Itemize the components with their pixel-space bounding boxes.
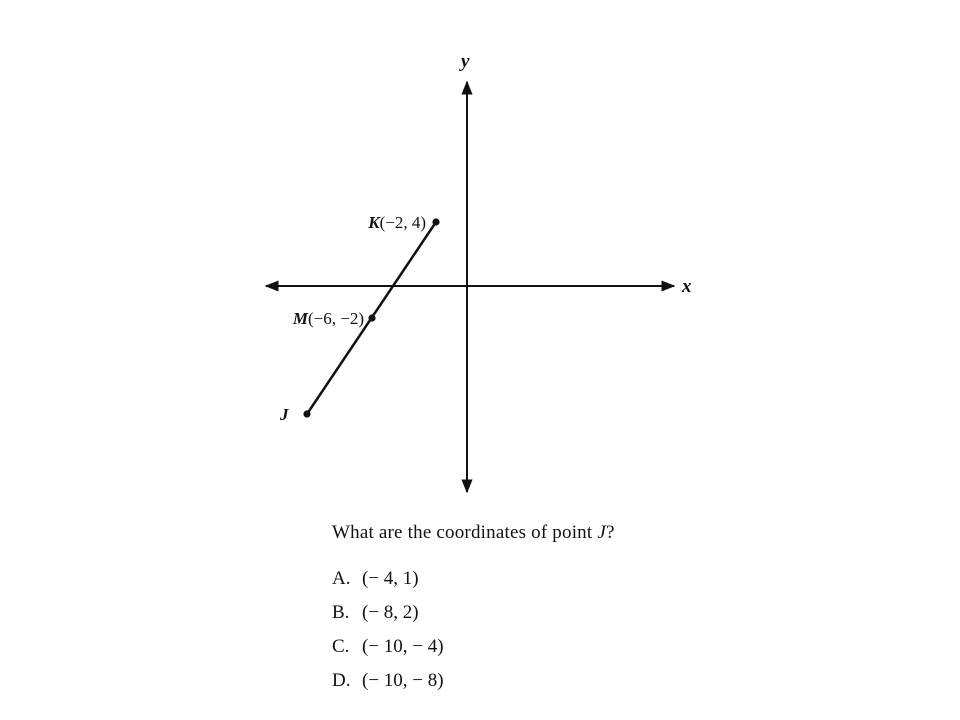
choice-d[interactable] [332, 668, 444, 702]
point-j [303, 410, 310, 417]
choice-letter: C. [332, 636, 350, 657]
point-k-name: K [368, 213, 380, 232]
choice-text: (− 10, − 4) [362, 636, 444, 657]
point-m-label [292, 309, 364, 328]
choice-letter: B. [332, 602, 350, 623]
question-suffix: ? [605, 522, 615, 543]
point-k-label [367, 213, 426, 232]
point-k-coords: (−2, 4) [379, 213, 426, 232]
x-axis-label: x [682, 276, 692, 297]
y-axis-label: y [461, 51, 470, 72]
point-j-name: J [280, 405, 289, 424]
choice-text: (− 4, 1) [362, 568, 419, 589]
question-variable: J [597, 522, 606, 543]
question-text [332, 522, 615, 544]
choice-c[interactable] [332, 634, 444, 668]
point-m [368, 314, 375, 321]
choice-text: (− 10, − 8) [362, 670, 444, 691]
point-m-coords: (−6, −2) [308, 309, 364, 328]
choice-a[interactable] [332, 566, 444, 600]
choice-letter: A. [332, 568, 351, 589]
answer-choices [332, 566, 444, 702]
question-prefix: What are the coordinates of point [332, 522, 598, 543]
point-k [432, 218, 439, 225]
point-m-name: M [292, 309, 308, 328]
choice-letter: D. [332, 670, 351, 691]
choice-b[interactable] [332, 600, 444, 634]
point-j-label [279, 405, 289, 424]
choice-text: (− 8, 2) [362, 602, 419, 623]
